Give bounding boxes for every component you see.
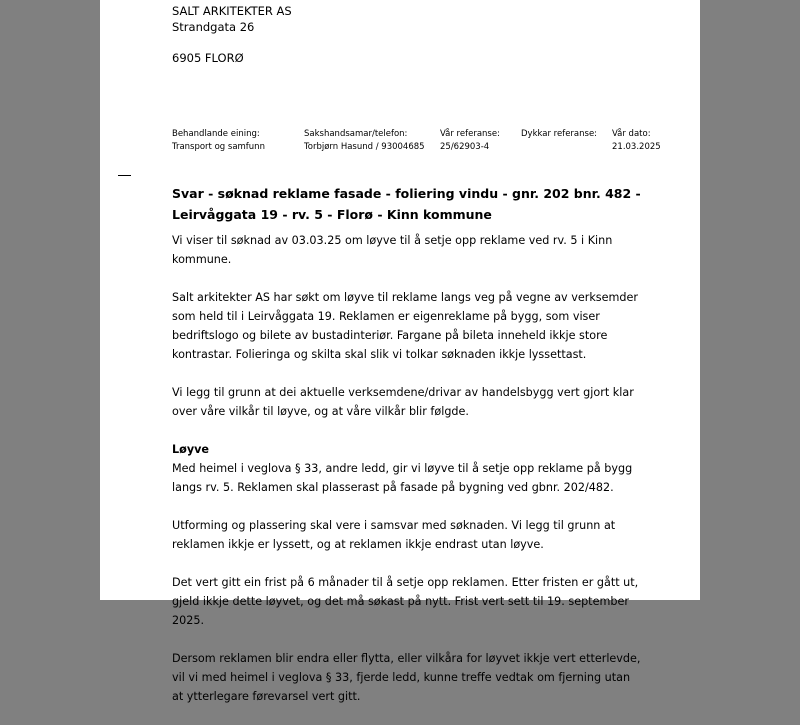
paragraph-application: Salt arkitekter AS har søkt om løyve til reklame langs veg på vegne av verksemder som held til i Leirvåggata 19. Reklamen er eigenreklame på bygg, som viser bedriftslogo og bilete av bustadinteriør. Fargane på bileta inneheld ikkje store kontrastar. Folieringa og skilta skal slik vi tolkar søknaden ikkje lyssettast. [172, 291, 638, 361]
paragraph-design: Utforming og plassering skal vere i samsvar med søknaden. Vi legg til grunn at reklamen ikkje er lyssett, og at reklamen ikkje endrast utan løyve. [172, 519, 616, 551]
unit-label: Behandlande eining: [172, 129, 260, 139]
date-label: Vår dato: [612, 129, 651, 139]
our-ref-label: Vår referanse: [440, 129, 500, 139]
handler-label: Sakshandsamar/telefon: [304, 129, 408, 139]
unit-value: Transport og samfunn [172, 142, 265, 152]
fold-mark [118, 175, 131, 176]
letter-title: Svar - søknad reklame fasade - foliering vindu - gnr. 202 bnr. 482 - Leirvåggata 19 - rv. 5 - Florø - Kinn kommune [172, 186, 641, 222]
paragraph-deadline: Det vert gitt ein frist på 6 månader til å setje opp reklamen. Etter fristen er gått ut, gjeld ikkje dette løyvet, og det må søkast på nytt. Frist vert sett til 19. september 2025. [172, 576, 639, 627]
recipient-postal: 6905 FLORØ [172, 51, 244, 65]
paragraph-conditions: Vi legg til grunn at dei aktuelle verksemdene/drivar av handelsbygg vert gjort klar over våre vilkår til løyve, og at våre vilkår blir følgde. [172, 386, 634, 418]
recipient-street: Strandgata 26 [172, 20, 255, 34]
section-heading-permit: Løyve [172, 443, 209, 456]
date-value: 21.03.2025 [612, 142, 661, 152]
paragraph-removal: Dersom reklamen blir endra eller flytta, eller vilkåra for løyvet ikkje vert etterlevde, vil vi med heimel i veglova § 33, fjerde ledd, kunne treffe vedtak om fjerning utan at ytterlegare førevarsel vert gitt. [172, 652, 641, 703]
paragraph-permit: Med heimel i veglova § 33, andre ledd, gir vi løyve til å setje opp reklame på bygg langs rv. 5. Reklamen skal plasserast på fasade på bygning ved gbnr. 202/482. [172, 462, 633, 494]
your-ref-label: Dykkar referanse: [521, 129, 598, 139]
document-page [100, 0, 700, 703]
our-ref-value: 25/62903-4 [440, 142, 490, 152]
paragraph-intro: Vi viser til søknad av 03.03.25 om løyve til å setje opp reklame ved rv. 5 i Kinn kommune. [172, 234, 613, 266]
letter-body [172, 231, 642, 725]
recipient-name: SALT ARKITEKTER AS [172, 4, 292, 18]
handler-value: Torbjørn Hasund / 93004685 [304, 142, 425, 152]
